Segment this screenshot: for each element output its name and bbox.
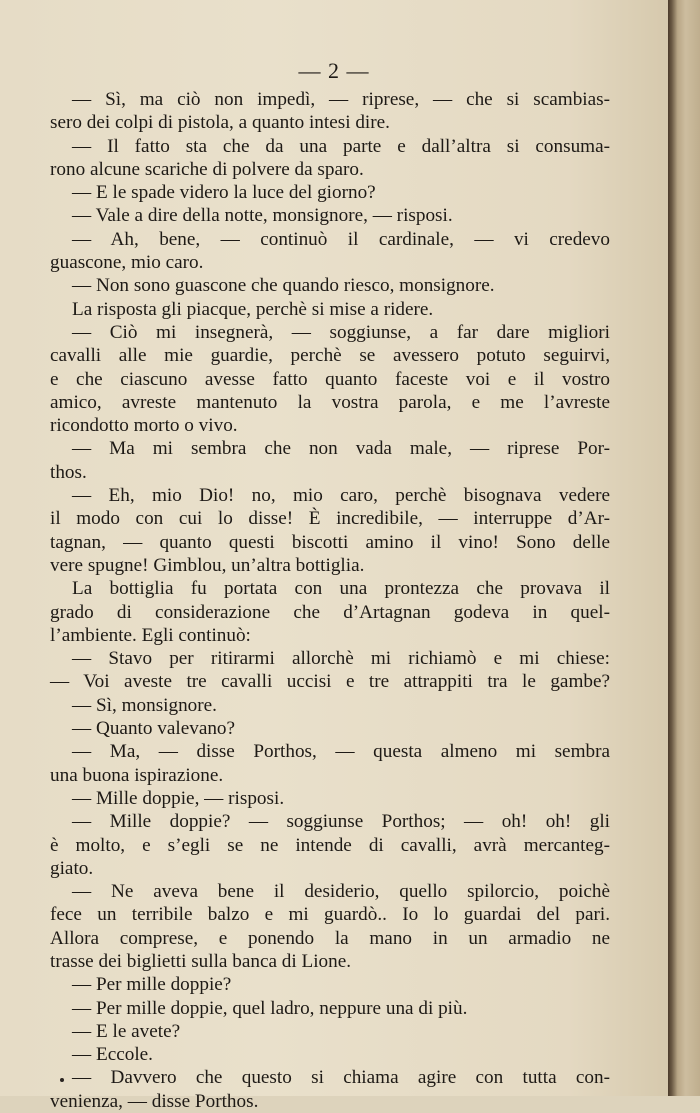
text-line: — Ne aveva bene il desiderio, quello spilorcio, poichè bbox=[72, 881, 610, 903]
page-text bbox=[50, 88, 610, 1113]
text-line: cavalli alle mie guardie, perchè se avessero potuto seguirvi, bbox=[50, 345, 610, 367]
text-line: La bottiglia fu portata con una prontezza che provava il bbox=[72, 578, 610, 600]
text-line: giato. bbox=[50, 857, 94, 879]
text-line: guascone, mio caro. bbox=[50, 252, 204, 274]
text-line: sero dei colpi di pistola, a quanto intesi dire. bbox=[50, 112, 390, 134]
text-line: — Davvero che questo si chiama agire con tutta con- bbox=[72, 1067, 610, 1089]
text-line: — Mille doppie, — risposi. bbox=[72, 787, 285, 809]
text-line: ricondotto morto o vivo. bbox=[50, 415, 238, 437]
text-line: — Voi aveste tre cavalli uccisi e tre attrappiti tra le gambe? bbox=[50, 671, 610, 693]
text-line: — E le avete? bbox=[72, 1020, 181, 1042]
text-line: — Quanto valevano? bbox=[72, 718, 236, 740]
text-line: fece un terribile balzo e mi guardò.. Io lo guardai del pari. bbox=[50, 904, 610, 926]
text-line: grado di considerazione che d’Artagnan godeva in quel- bbox=[50, 601, 610, 623]
text-line: vere spugne! Gimblou, un’altra bottiglia. bbox=[50, 554, 365, 576]
text-line: — Mille doppie? — soggiunse Porthos; — oh! oh! gli bbox=[72, 811, 610, 833]
text-line: — Ma, — disse Porthos, — questa almeno mi sembra bbox=[72, 741, 610, 763]
text-line: — Sì, monsignore. bbox=[72, 694, 217, 716]
text-line: — Stavo per ritirarmi allorchè mi richiamò e mi chiese: bbox=[72, 648, 610, 670]
text-line: — Per mille doppie? bbox=[72, 974, 232, 996]
text-line: trasse dei biglietti sulla banca di Lione. bbox=[50, 950, 352, 972]
text-line: — Per mille doppie, quel ladro, neppure una di più. bbox=[72, 997, 468, 1019]
text-line: amico, avreste mantenuto la vostra parola, e me l’avreste bbox=[50, 391, 610, 413]
page-number: — 2 — bbox=[298, 58, 370, 83]
text-line: — E le spade videro la luce del giorno? bbox=[72, 182, 376, 204]
text-line: — Vale a dire della notte, monsignore, — risposi. bbox=[72, 205, 453, 227]
ink-speck bbox=[60, 1078, 64, 1082]
text-line: thos. bbox=[50, 461, 87, 483]
text-line: — Sì, ma ciò non impedì, — riprese, — che si scambias- bbox=[72, 89, 610, 110]
text-line: tagnan, — quanto questi biscotti amino il vino! Sono delle bbox=[50, 531, 610, 553]
text-line: Allora comprese, e ponendo la mano in un armadio ne bbox=[50, 927, 610, 949]
text-line: — Ma mi sembra che non vada male, — riprese Por- bbox=[72, 438, 610, 460]
text-line: — Ah, bene, — continuò il cardinale, — vi credevo bbox=[72, 228, 610, 250]
text-line: — Non sono guascone che quando riesco, monsignore. bbox=[72, 275, 495, 297]
text-line: è molto, e s’egli se ne intende di cavalli, avrà mercanteg- bbox=[50, 834, 610, 856]
text-line: venienza, — disse Porthos. bbox=[50, 1090, 259, 1112]
text-line: rono alcune scariche di polvere da sparo. bbox=[50, 158, 364, 180]
text-line: La risposta gli piacque, perchè si mise a ridere. bbox=[72, 298, 434, 320]
book-spine bbox=[668, 0, 700, 1096]
text-line: il modo con cui lo disse! È incredibile, — interruppe d’Ar- bbox=[50, 508, 610, 530]
text-line: — Il fatto sta che da una parte e dall’altra si consuma- bbox=[72, 135, 610, 157]
text-line: e che ciascuno avesse fatto quanto faceste voi e il vostro bbox=[50, 368, 610, 390]
text-line: — Eccole. bbox=[72, 1044, 153, 1066]
text-line: — Ciò mi insegnerà, — soggiunse, a far dare migliori bbox=[72, 321, 610, 343]
text-line: l’ambiente. Egli continuò: bbox=[50, 624, 251, 646]
text-line: una buona ispirazione. bbox=[50, 764, 224, 786]
text-line: — Eh, mio Dio! no, mio caro, perchè bisognava vedere bbox=[72, 485, 610, 507]
